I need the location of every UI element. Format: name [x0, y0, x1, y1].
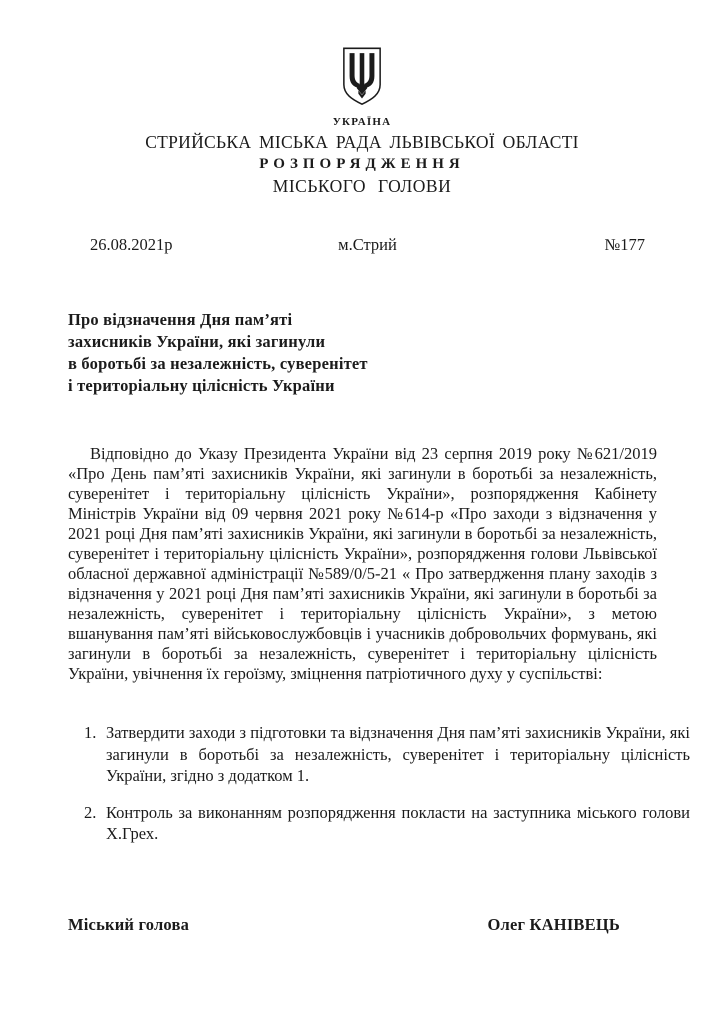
signature-row [68, 915, 620, 935]
preamble-paragraph: Відповідно до Указу Президента України від 23 серпня 2019 року №621/2019 «Про День пам’яті захисників України, які загинули в боротьбі за незалежність, суверенітет і територіальну цілісність України», розпорядження Кабінету Міністрів України від 09 червня 2021 року №614-р «Про заходи з відзначення у 2021 році Дня пам’яті захисників України, які загинули в боротьбі за незалежність, суверенітет і територіальну цілісність України», розпорядження голови Львівської обласної державної адміністрації №589/0/5-21 « Про затвердження плану заходів з відзначення у 2021 році Дня пам’яті захисників України, які загинули в боротьбі за незалежність, суверенітет і територіальну цілісність України», з метою вшанування пам’яті військовослужбовців і учасників добровольчих формувань, які загинули в боротьбі за незалежність, суверенітет і територіальну цілісність України, увічнення їх героїзму, зміцнення патріотичного духу у суспільстві: [68, 444, 657, 683]
item-text: Затвердити заходи з підготовки та відзначення Дня пам’яті захисників України, які загинули в боротьбі за незалежність, суверенітет і територіальну цілісність України, згідно з додатком 1. [106, 723, 690, 785]
signer-title: Міський голова [68, 914, 190, 934]
ukraine-trident-coat-of-arms-icon [341, 46, 383, 106]
item-number: 1. [84, 723, 97, 742]
subject-line: і територіальну цілісність України [68, 376, 335, 395]
ordered-items [84, 722, 690, 845]
subject-line: захисників України, які загинули [68, 332, 326, 351]
document-place: м.Стрий [338, 235, 397, 254]
subject-line: в боротьбі за незалежність, суверенітет [68, 354, 368, 373]
item-number: 2. [84, 802, 97, 822]
document-date: 26.08.2021р [90, 235, 173, 254]
signer-name: Олег КАНІВЕЦЬ [487, 914, 620, 934]
date-place-number-row [0, 235, 724, 255]
document-type-title: РОЗПОРЯДЖЕННЯ [259, 156, 465, 172]
country-label: УКРАЇНА [332, 116, 392, 128]
list-item [84, 802, 690, 845]
item-text: Контроль за виконанням розпорядження покласти на заступника міського голови Х.Грех. [106, 802, 690, 843]
subject-block [68, 309, 724, 397]
document-number: №177 [604, 235, 645, 254]
subject-line: Про відзначення Дня пам’яті [68, 310, 293, 329]
document-issuer: МІСЬКОГО ГОЛОВИ [272, 176, 452, 196]
letterhead [0, 0, 724, 197]
organization-name: СТРИЙСЬКА МІСЬКА РАДА ЛЬВІВСЬКОЇ ОБЛАСТІ [145, 132, 579, 152]
list-item [84, 722, 690, 787]
